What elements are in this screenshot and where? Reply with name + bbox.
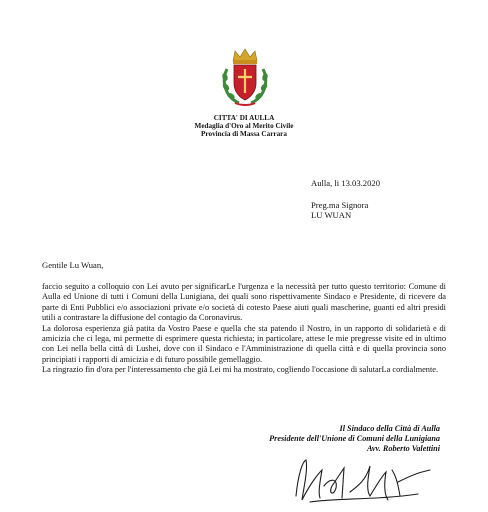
signature-name: Avv. Roberto Valettini (366, 444, 440, 454)
letter-date: Aulla, li 13.03.2020 (311, 178, 380, 188)
signature-title-2: Presidente dell'Unione di Comuni della Lunigiana (269, 434, 440, 444)
medal-line: Medaglia d'Oro al Merito Civile (194, 122, 294, 130)
recipient-line-2: LU WUAN (311, 210, 352, 220)
greeting: Gentile Lu Wuan, (42, 260, 104, 270)
city-name: CITTA' DI AULLA (213, 114, 275, 122)
recipient-line-1: Preg.ma Signora (311, 200, 369, 210)
body-paragraph-1: faccio seguito a colloquio con Lei avuto per significarLe l'urgenza e la necessità per tutto questo territorio: Comune di Aulla ed Unione di tutti i Comuni della Lunigiana, dei quali sono rispettivamente Sindaco e Presidente, di ricevere da parte di Enti Pubblici e/o associazioni private e/o società di cotesto Paese aiuti quali mascherine, guanti ed altri presidi utili a contrastare la diffusione del contagio da Coronavirus. (42, 282, 446, 323)
letter-body (42, 282, 446, 376)
province-line: Provincia di Massa Carrara (201, 130, 287, 138)
body-paragraph-3: La ringrazio fin d'ora per l'interessamento che già Lei mi ha mostrato, cogliendo l'occasione di salutarLa cordialmente. (42, 365, 439, 375)
signature-title-1: Il Sindaco della Città di Aulla (339, 424, 440, 433)
handwritten-signature (288, 456, 438, 508)
signature-block (269, 424, 440, 455)
city-crest-emblem (217, 47, 273, 109)
body-paragraph-2: La dolorosa esperienza già patita da Vostro Paese e quella che sta patendo il Nostro, in un rapporto di solidarietà e di amicizia che ci lega, mi permette di esprimere questa richiesta; in particolare, attese le mie pregresse visite ed in ultimo con Lei nella bella città di Lushei, dove con il Sindaco e l'Amministrazione di quella città e di quella provincia sono principiati i rapporti di amicizia e di futuro possibile gemellaggio. (42, 323, 446, 364)
